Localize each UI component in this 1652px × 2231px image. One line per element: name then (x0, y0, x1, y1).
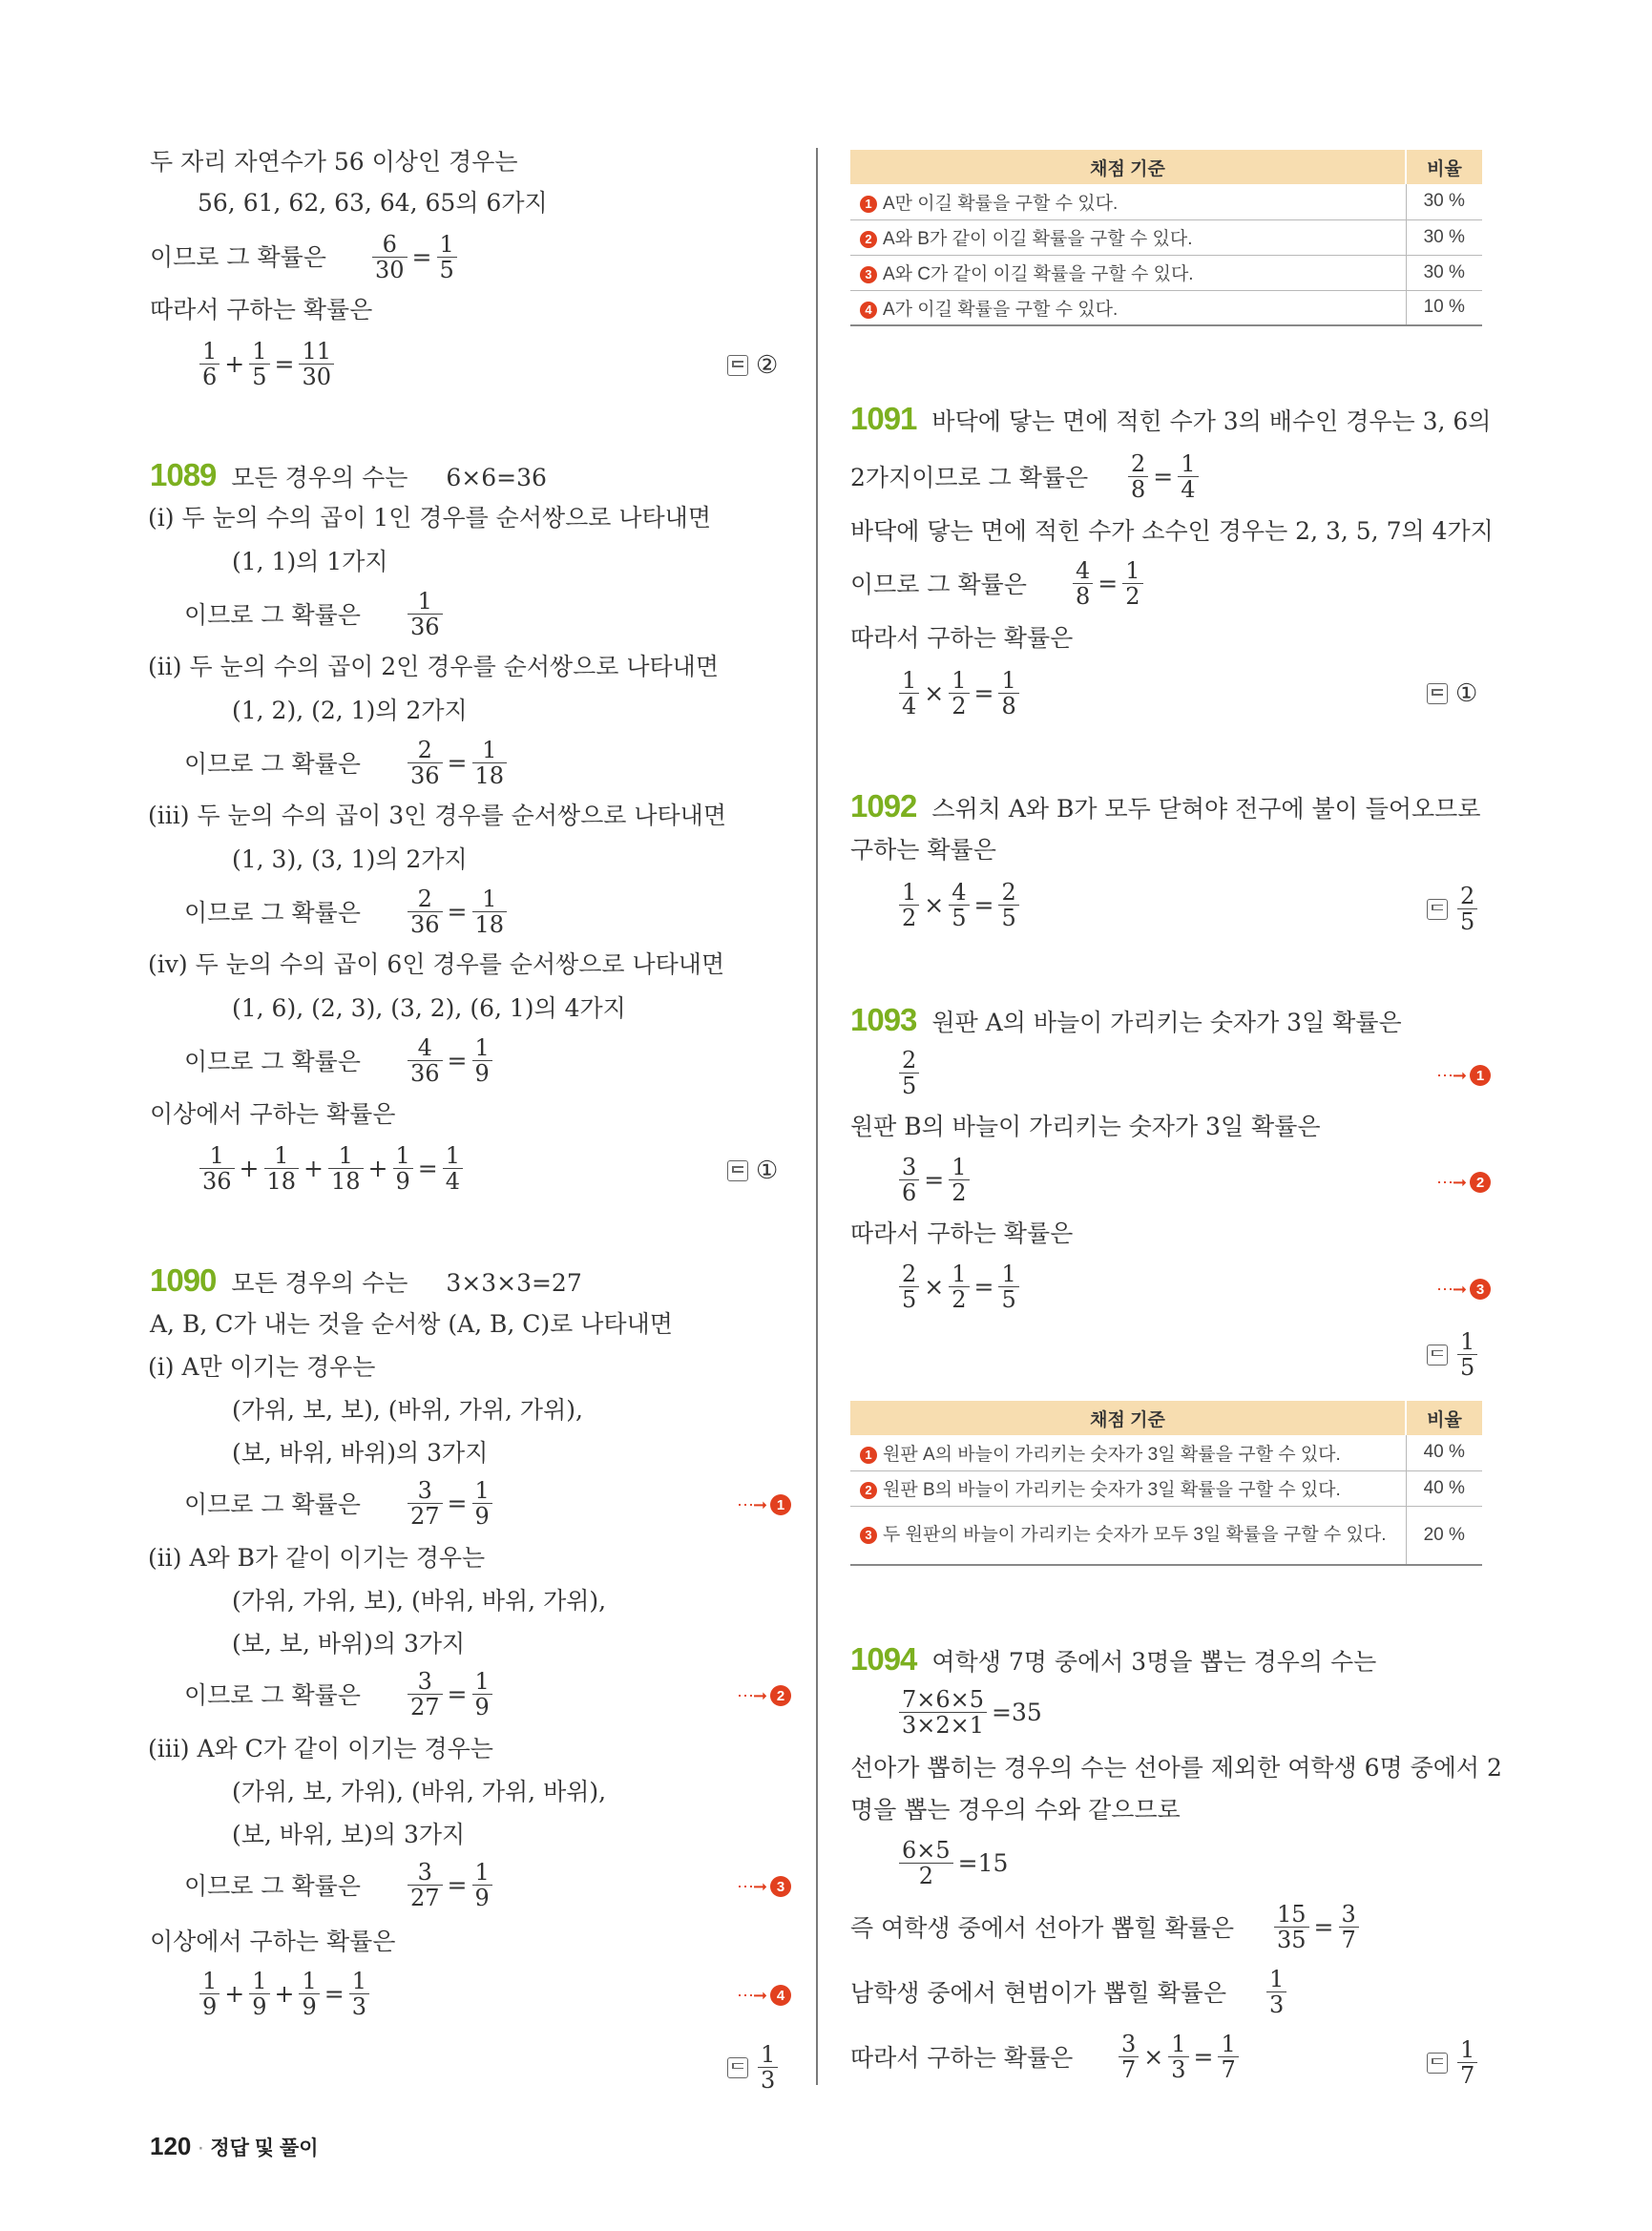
text-line: 즉 여학생 중에서 선아가 뽑힐 확률은 (850, 1914, 1234, 1942)
problem-header: 1090 모든 경우의 수는 3×3×3=27 (150, 1262, 582, 1298)
answer: ① (727, 1157, 778, 1185)
table-row: 2 A와 B가 같이 이길 확률을 구할 수 있다. 30 % (850, 219, 1482, 255)
grading-table-2 (850, 1401, 1482, 1566)
text-line: 두 자리 자연수가 56 이상인 경우는 (150, 148, 518, 176)
answer-icon (727, 1160, 748, 1181)
fraction: $\frac{1}{5}$ (437, 232, 457, 282)
math-expr: $\frac{2}{36}$ = $\frac{1}{18}$ (406, 738, 509, 788)
table-row: 3 두 원판의 바늘이 가리키는 숫자가 모두 3일 확률을 구할 수 있다. 20 % (850, 1506, 1482, 1565)
problem-number: 1093 (850, 1002, 917, 1037)
text-line: (ⅱ) 두 눈의 수의 곱이 2인 경우를 순서쌍으로 나타내면 (148, 653, 719, 680)
text-line: 이상에서 구하는 확률은 (150, 1100, 396, 1128)
text-line: (1, 2), (2, 1)의 2가지 (232, 697, 468, 724)
text-line: 구하는 확률은 (850, 836, 996, 864)
text-line: (보, 보, 바위)의 3가지 (232, 1630, 466, 1658)
table-row: 3 A와 C가 같이 이길 확률을 구할 수 있다. 30 % (850, 255, 1482, 290)
text-line: 이므로 그 확률은 (850, 571, 1027, 598)
problem-number: 1089 (150, 457, 217, 492)
table-row: 1 A만 이길 확률을 구할 수 있다. 30 % (850, 184, 1482, 219)
table-header: 채점 기준 (850, 150, 1406, 184)
text-line: 이므로 그 확률은 (150, 243, 326, 271)
problem-header: 1089 모든 경우의 수는 6×6=36 (150, 457, 547, 492)
math-expr: $\frac{1}{9}$ + $\frac{1}{9}$ + $\frac{1}{9}$ = $\frac{1}{3}$ (198, 1969, 371, 2019)
math-expr: $\frac{1}{4}$ × $\frac{1}{2}$ = $\frac{1}{8}$ (897, 668, 1021, 719)
text-line: 바닥에 닿는 면에 적힌 수가 소수인 경우는 2, 3, 5, 7의 4가지 (850, 517, 1494, 545)
step-marker-1: ⋯➞ 1 (1436, 1065, 1491, 1086)
problem-header: 1092 스위치 A와 B가 모두 닫혀야 전구에 불이 들어오므로 (850, 788, 1481, 824)
problem-number: 1092 (850, 788, 917, 824)
answer-icon (1427, 899, 1448, 920)
math-expr: $\frac{2}{5}$ (897, 1048, 921, 1098)
text-line: 이상에서 구하는 확률은 (150, 1928, 396, 1955)
table-row: 2 원판 B의 바늘이 가리키는 숫자가 3일 확률을 구할 수 있다. 40 % (850, 1470, 1482, 1506)
text-line: (보, 바위, 바위)의 3가지 (232, 1439, 489, 1467)
math-expr: $\frac{3}{7}$ × $\frac{1}{3}$ = $\frac{1}{7}$ (1117, 2032, 1241, 2082)
section-title: 정답 및 풀이 (210, 2137, 319, 2159)
step-marker-1: ⋯➞ 1 (737, 1494, 791, 1515)
text-line: (1, 1)의 1가지 (232, 548, 388, 575)
text-line: 이므로 그 확률은 (184, 1872, 361, 1900)
math-expr: $\frac{7\times 6\times 5}{3\times 2\times 1}$ =35 (897, 1687, 1045, 1738)
problem-number: 1091 (850, 401, 917, 436)
answer-icon (727, 355, 748, 376)
text-line: 2가지이므로 그 확률은 (850, 464, 1089, 491)
text-line: (1, 3), (3, 1)의 2가지 (232, 845, 468, 873)
answer-icon (1427, 683, 1448, 704)
text-line: 이므로 그 확률은 (184, 601, 361, 629)
math-expr: $\frac{1}{36}$ + $\frac{1}{18}$ + $\frac{1}{18}$ + $\frac{1}{9}$ = $\frac{1}{4}$ (198, 1143, 465, 1194)
math-expr: $\frac{3}{27}$ = $\frac{1}{9}$ (406, 1669, 494, 1720)
text-line: 명을 뽑는 경우의 수와 같으므로 (850, 1796, 1181, 1824)
text-line: 따라서 구하는 확률은 (850, 2044, 1074, 2072)
answer: $\frac{1}{3}$ (727, 2042, 780, 2093)
page-number: 120 (150, 2132, 192, 2160)
math-expr: $\frac{1}{2}$ × $\frac{4}{5}$ = $\frac{2}{5}$ (897, 880, 1021, 930)
step-marker-4: ⋯➞ 4 (737, 1985, 791, 2006)
text-line: 이므로 그 확률은 (184, 1681, 361, 1709)
page-footer: 120 · 정답 및 풀이 (150, 2132, 319, 2160)
text-line: (가위, 가위, 보), (바위, 바위, 가위), (232, 1587, 607, 1615)
math-expr: $\frac{3}{27}$ = $\frac{1}{9}$ (406, 1860, 494, 1910)
problem-header: 1094 여학생 7명 중에서 3명을 뽑는 경우의 수는 (850, 1641, 1377, 1677)
step-marker-2: ⋯➞ 2 (737, 1685, 791, 1706)
problem-number: 1094 (850, 1641, 917, 1677)
math-expr: $\frac{4}{36}$ = $\frac{1}{9}$ (406, 1035, 494, 1086)
table-header: 비율 (1406, 150, 1482, 184)
text-line: A, B, C가 내는 것을 순서쌍 (A, B, C)로 나타내면 (150, 1310, 673, 1338)
text-line: 따라서 구하는 확률은 (150, 296, 373, 323)
text-line: 이므로 그 확률은 (184, 750, 361, 778)
answer: $\frac{1}{7}$ (1427, 2037, 1479, 2088)
table-header: 비율 (1406, 1401, 1482, 1435)
table-header: 채점 기준 (850, 1401, 1406, 1435)
step-marker-3: ⋯➞ 3 (737, 1876, 791, 1897)
text-line: 이므로 그 확률은 (184, 1048, 361, 1075)
step-marker-3: ⋯➞ 3 (1436, 1279, 1491, 1300)
text-line: (ⅲ) 두 눈의 수의 곱이 3인 경우를 순서쌍으로 나타내면 (148, 802, 726, 829)
math-expr: $\frac{6}{30}$ = $\frac{1}{5}$ (370, 232, 459, 282)
column-divider (816, 148, 818, 2085)
math-expr: $\frac{1}{6}$ + $\frac{1}{5}$ = $\frac{11}{30}$ (198, 339, 336, 389)
math-expr: $\frac{6\times 5}{2}$ =15 (897, 1838, 1011, 1888)
text-line: (1, 6), (2, 3), (3, 2), (6, 1)의 4가지 (232, 994, 626, 1022)
math-expr: $\frac{3}{27}$ = $\frac{1}{9}$ (406, 1478, 494, 1529)
text-line: 원판 B의 바늘이 가리키는 숫자가 3일 확률은 (850, 1113, 1321, 1140)
math-expr: $\frac{4}{8}$ = $\frac{1}{2}$ (1071, 558, 1145, 609)
answer-icon (1427, 2053, 1448, 2074)
math-expr: $\frac{3}{6}$ = $\frac{1}{2}$ (897, 1155, 972, 1205)
text-line: (ⅰ) A만 이기는 경우는 (148, 1353, 376, 1381)
text-line: (가위, 보, 보), (바위, 가위, 가위), (232, 1396, 583, 1424)
text-line: (가위, 보, 가위), (바위, 가위, 바위), (232, 1778, 607, 1805)
step-marker-2: ⋯➞ 2 (1436, 1172, 1491, 1193)
text-line: 남학생 중에서 현범이가 뽑힐 확률은 (850, 1979, 1227, 2007)
answer-icon (1427, 1345, 1448, 1366)
answer: ② (727, 351, 778, 380)
problem-header: 1093 원판 A의 바늘이 가리키는 숫자가 3일 확률은 (850, 1002, 1402, 1037)
text-line: 따라서 구하는 확률은 (850, 1220, 1074, 1247)
table-row: 4 A가 이길 확률을 구할 수 있다. 10 % (850, 290, 1482, 325)
text-line: 56, 61, 62, 63, 64, 65의 6가지 (198, 189, 548, 217)
math-expr: $\frac{2}{8}$ = $\frac{1}{4}$ (1126, 451, 1201, 502)
math-expr: $\frac{1}{36}$ (406, 589, 445, 639)
text-line: (ⅱ) A와 B가 같이 이기는 경우는 (148, 1544, 486, 1572)
fraction: $\frac{6}{30}$ (372, 232, 408, 282)
problem-number: 1090 (150, 1262, 217, 1298)
answer-icon (727, 2057, 748, 2078)
text-line: 이므로 그 확률은 (184, 1491, 361, 1518)
text-line: (ⅳ) 두 눈의 수의 곱이 6인 경우를 순서쌍으로 나타내면 (148, 950, 725, 978)
text-line: (보, 바위, 보)의 3가지 (232, 1821, 466, 1848)
table-row: 1 원판 A의 바늘이 가리키는 숫자가 3일 확률을 구할 수 있다. 40 % (850, 1435, 1482, 1470)
text-line: 따라서 구하는 확률은 (850, 624, 1074, 652)
text-line: (ⅰ) 두 눈의 수의 곱이 1인 경우를 순서쌍으로 나타내면 (148, 504, 711, 532)
answer: $\frac{1}{5}$ (1427, 1329, 1479, 1380)
problem-header: 1091 바닥에 닿는 면에 적힌 수가 3의 배수인 경우는 3, 6의 (850, 401, 1492, 436)
answer: $\frac{2}{5}$ (1427, 884, 1479, 934)
math-expr: $\frac{15}{35}$ = $\frac{3}{7}$ (1272, 1902, 1361, 1952)
math-expr: $\frac{2}{36}$ = $\frac{1}{18}$ (406, 886, 509, 937)
math-expr: $\frac{1}{3}$ (1265, 1967, 1288, 2017)
math-expr: $\frac{2}{5}$ × $\frac{1}{2}$ = $\frac{1}{5}$ (897, 1261, 1021, 1312)
answer: ① (1427, 679, 1477, 708)
text-line: 이므로 그 확률은 (184, 899, 361, 927)
text-line: 선아가 뽑히는 경우의 수는 선아를 제외한 여학생 6명 중에서 2 (850, 1754, 1502, 1782)
grading-table-1 (850, 150, 1482, 326)
text-line: (ⅲ) A와 C가 같이 이기는 경우는 (148, 1735, 493, 1762)
